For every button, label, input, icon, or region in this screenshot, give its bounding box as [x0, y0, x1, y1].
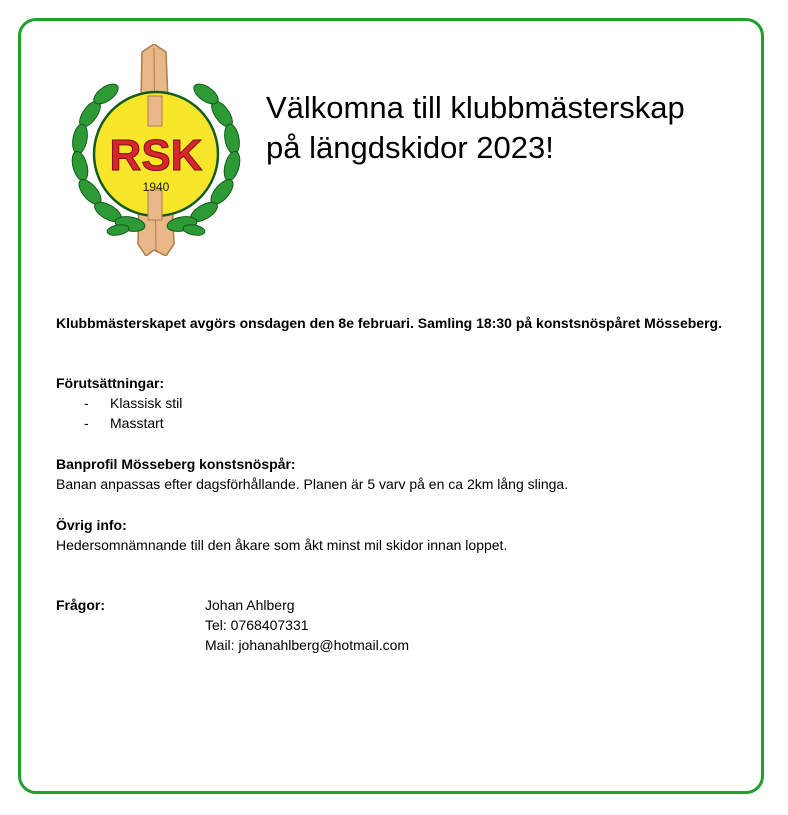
list-item: - Masstart [84, 415, 164, 431]
prerequisites-heading: Förutsättningar: [56, 375, 165, 391]
rsk-club-logo [70, 44, 242, 256]
route-text: Banan anpassas efter dagsförhållande. Planen är 5 varv på en ca 2km lång slinga. [56, 476, 569, 492]
contact-phone: Tel: 0768407331 [205, 617, 309, 633]
title-line-1: Välkomna till klubbmästerskap [266, 90, 685, 125]
info-heading: Övrig info: [56, 517, 127, 533]
contact-name: Johan Ahlberg [205, 597, 295, 613]
prerequisites-list [56, 393, 182, 433]
info-text: Hedersomnämnande till den åkare som åkt minst mil skidor innan loppet. [56, 537, 508, 553]
logo-letters: RSK [109, 131, 203, 180]
contact-block [205, 595, 409, 655]
route-heading: Banprofil Mösseberg konstsnöspår: [56, 456, 296, 472]
intro-text: Klubbmästerskapet avgörs onsdagen den 8e februari. Samling 18:30 på konstsnöspåret Mösseberg. [56, 315, 722, 331]
title-line-2: på längdskidor 2023! [266, 130, 554, 165]
contact-email[interactable]: Mail: johanahlberg@hotmail.com [205, 637, 410, 653]
page-title [266, 88, 685, 168]
list-item: - Klassisk stil [84, 395, 183, 411]
questions-label: Frågor: [56, 597, 105, 613]
logo-year: 1940 [142, 180, 170, 194]
